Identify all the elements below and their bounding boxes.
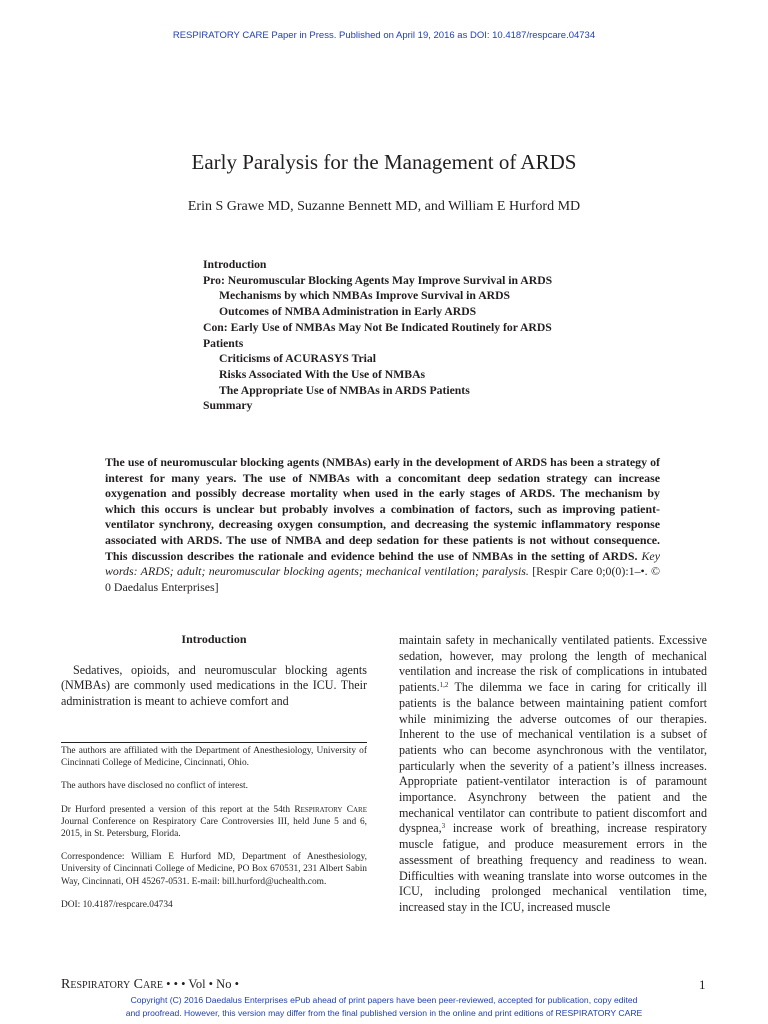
toc-item: Mechanisms by which NMBAs Improve Survival in ARDS xyxy=(219,289,511,303)
footnote-affiliation: The authors are affiliated with the Department of Anesthesiology, University of Cincinnati College of Medicine, Cincinnati, Ohio. xyxy=(61,746,367,769)
running-footer xyxy=(61,977,239,993)
toc-item: Summary xyxy=(203,399,253,413)
toc-item: Introduction xyxy=(203,258,267,271)
copyright-notice xyxy=(0,994,768,1019)
article-title: Early Paralysis for the Management of ARDS xyxy=(191,150,577,174)
footnotes xyxy=(61,745,367,922)
section-heading: Introduction xyxy=(181,632,247,646)
abstract xyxy=(105,455,660,595)
footer-journal-name: Respiratory Care xyxy=(61,977,164,992)
copyright-line: and proofread. However, this version may differ from the final published version in the online and print editions of RESPIRATORY CARE xyxy=(125,1007,643,1018)
footnote-correspondence: Correspondence: William E Hurford MD, Department of Anesthesiology, University of Cincinnati College of Medicine, PO Box 670531, 231 Albert Sabin Way, Cincinnati, OH 45267-0531. E-mail: bill.hurford@uchealth.com. xyxy=(61,852,367,887)
footnote-presentation: Dr Hurford presented a version of this report at the 54th Respiratory Care Journal Conference on Respiratory Care Controversies III, held June 5 and 6, 2015, in St. Petersburg, Florida. xyxy=(61,804,368,840)
copyright-line: Copyright (C) 2016 Daedalus Enterprises ePub ahead of print papers have been peer-reviewed, accepted for publication, copy edited xyxy=(130,995,638,1005)
abstract-citation: [Respir Care 0;0(0):1–•. © 0 Daedalus Enterprises] xyxy=(105,564,660,594)
abstract-body: The use of neuromuscular blocking agents (NMBAs) early in the development of ARDS has been a strategy of interest for many years. The use of NMBAs with a concomitant deep sedation strategy can increase oxygenation and possibly decrease mortality when used in the early stages of ARDS. The mechanism by which this occurs is unclear but probably involves a combination of factors, such as improving patient-ventilator synchrony, decreasing oxygen consumption, and decreasing the systemic inflammatory response associated with ARDS. The use of NMBA and deep sedation for these patients is not without consequence. This discussion describes the rationale and evidence behind the use of NMBAs in the setting of ARDS. xyxy=(105,455,660,563)
abstract-keywords: Key words: ARDS; adult; neuromuscular blocking agents; mechanical ventilation; paralysis. xyxy=(105,548,660,579)
footer-volume-info: • • • Vol • No • xyxy=(166,977,239,991)
footnote-doi: DOI: 10.4187/respcare.04734 xyxy=(61,899,173,910)
reference-superscript: 3 xyxy=(441,822,446,831)
body-paragraph: Sedatives, opioids, and neuromuscular blocking agents (NMBAs) are commonly used medications in the ICU. Their administration is meant to achieve comfort and xyxy=(61,662,367,709)
footnote-divider xyxy=(61,742,367,743)
table-of-contents xyxy=(203,257,552,414)
author-list: Erin S Grawe MD, Suzanne Bennett MD, and William E Hurford MD xyxy=(187,199,581,214)
right-column xyxy=(399,633,707,916)
page-number: 1 xyxy=(699,977,706,992)
toc-item: Con: Early Use of NMBAs May Not Be Indicated Routinely for ARDS xyxy=(203,320,552,334)
toc-item: Criticisms of ACURASYS Trial xyxy=(219,352,377,366)
press-banner: RESPIRATORY CARE Paper in Press. Published on April 19, 2016 as DOI: 10.4187/respcare.04734 xyxy=(172,30,596,41)
toc-item: Patients xyxy=(203,336,244,350)
left-column xyxy=(61,632,367,710)
toc-item: Risks Associated With the Use of NMBAs xyxy=(219,367,426,381)
toc-item: Outcomes of NMBA Administration in Early ARDS xyxy=(219,305,477,319)
toc-item: Pro: Neuromuscular Blocking Agents May Improve Survival in ARDS xyxy=(203,273,553,287)
body-paragraph: maintain safety in mechanically ventilated patients. Excessive sedation, however, may prolong the length of mechanical ventilation and increase the risk of complications in intubated patients.$^{1,2}$ The dilemma we face in caring for critically ill patients is the balance between maintaining patient comfort while minimizing the adverse outcomes of our therapies. Inherent to the use of mechanical ventilation is a subset of patients who can become asynchronous with the ventilator, particularly when the severity of a patient’s illness increases. Appropriate patient-ventilator interaction is of paramount importance. Asynchrony between the patient and the mechanical ventilator can contribute to patient discomfort and dyspnea,$^3$ increase work of breathing, increase respiratory muscle fatigue, and produce measurement errors in the assessment of breathing frequency and readiness to wean. Difficulties with weaning translate into worse outcomes in the ICU, including prolonged mechanical ventilation time, increased stay in the ICU, increased muscle xyxy=(399,633,707,914)
footnote-conflict: The authors have disclosed no conflict of interest. xyxy=(61,781,248,792)
journal-name: Respiratory Care xyxy=(294,804,368,815)
toc-item: The Appropriate Use of NMBAs in ARDS Patients xyxy=(219,383,470,397)
reference-superscript: 1,2 xyxy=(439,681,449,690)
